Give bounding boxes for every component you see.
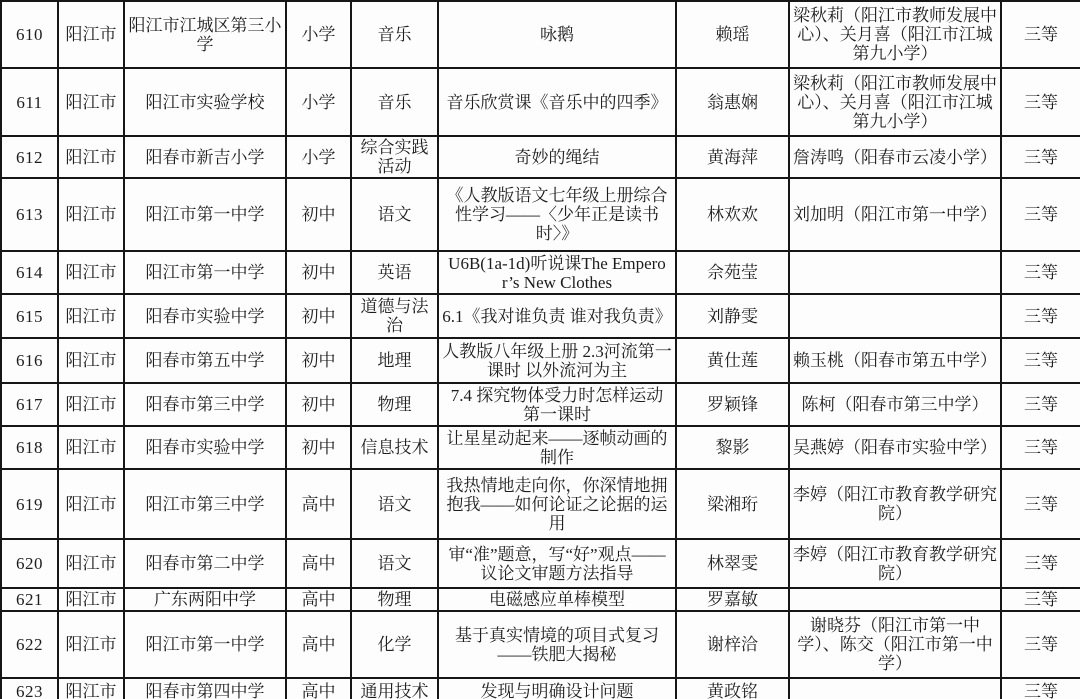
cell-title: 审“准”题意，写“好”观点——议论文审题方法指导	[438, 539, 676, 588]
table-row	[1, 469, 1080, 539]
cell-teacher: 林翠雯	[676, 539, 789, 588]
cell-city: 阳江市	[58, 383, 124, 426]
cell-level: 初中	[286, 294, 351, 338]
cell-subject: 音乐	[351, 68, 438, 136]
cell-city: 阳江市	[58, 611, 124, 678]
cell-no: 614	[1, 251, 58, 294]
table-row	[1, 539, 1080, 588]
cell-city: 阳江市	[58, 68, 124, 136]
cell-school: 阳春市第二中学	[124, 539, 286, 588]
cell-school: 阳春市第三中学	[124, 383, 286, 426]
cell-level: 高中	[286, 611, 351, 678]
cell-city: 阳江市	[58, 678, 124, 699]
cell-level: 小学	[286, 136, 351, 178]
cell-city: 阳江市	[58, 136, 124, 178]
cell-title: 7.4 探究物体受力时怎样运动 第一课时	[438, 383, 676, 426]
cell-teacher: 刘静雯	[676, 294, 789, 338]
table-row	[1, 426, 1080, 469]
cell-mentors	[789, 294, 1001, 338]
cell-award: 三等	[1001, 539, 1080, 588]
cell-title: 《人教版语文七年级上册综合性学习——〈少年正是读书时〉》	[438, 178, 676, 251]
cell-title: 咏鹅	[438, 1, 676, 68]
cell-teacher: 黄海萍	[676, 136, 789, 178]
table-row	[1, 1, 1080, 68]
table-row	[1, 68, 1080, 136]
table-row	[1, 294, 1080, 338]
cell-award: 三等	[1001, 178, 1080, 251]
cell-city: 阳江市	[58, 251, 124, 294]
cell-award: 三等	[1001, 678, 1080, 699]
cell-teacher: 黄仕莲	[676, 338, 789, 383]
cell-mentors: 陈柯（阳春市第三中学）	[789, 383, 1001, 426]
cell-award: 三等	[1001, 136, 1080, 178]
cell-teacher: 黄政铭	[676, 678, 789, 699]
cell-mentors	[789, 588, 1001, 611]
cell-level: 初中	[286, 251, 351, 294]
cell-subject: 英语	[351, 251, 438, 294]
cell-no: 611	[1, 68, 58, 136]
cell-subject: 地理	[351, 338, 438, 383]
cell-school: 阳春市实验中学	[124, 294, 286, 338]
cell-award: 三等	[1001, 338, 1080, 383]
cell-teacher: 梁湘珩	[676, 469, 789, 539]
cell-city: 阳江市	[58, 539, 124, 588]
cell-mentors: 吴燕婷（阳春市实验中学）	[789, 426, 1001, 469]
cell-title: 基于真实情境的项目式复习——铁肥大揭秘	[438, 611, 676, 678]
cell-no: 613	[1, 178, 58, 251]
cell-title: 奇妙的绳结	[438, 136, 676, 178]
cell-award: 三等	[1001, 68, 1080, 136]
cell-teacher: 罗颖锋	[676, 383, 789, 426]
cell-no: 616	[1, 338, 58, 383]
cell-level: 小学	[286, 68, 351, 136]
cell-title: 让星星动起来——逐帧动画的制作	[438, 426, 676, 469]
cell-subject: 道德与法治	[351, 294, 438, 338]
cell-award: 三等	[1001, 611, 1080, 678]
awards-table-body	[1, 1, 1080, 699]
cell-subject: 语文	[351, 178, 438, 251]
cell-subject: 语文	[351, 469, 438, 539]
cell-subject: 物理	[351, 383, 438, 426]
cell-city: 阳江市	[58, 426, 124, 469]
cell-teacher: 黎影	[676, 426, 789, 469]
cell-city: 阳江市	[58, 588, 124, 611]
cell-teacher: 佘苑莹	[676, 251, 789, 294]
cell-school: 阳江市第三中学	[124, 469, 286, 539]
cell-title: 我热情地走向你，你深情地拥抱我——如何论证之论据的运用	[438, 469, 676, 539]
table-row	[1, 588, 1080, 611]
cell-award: 三等	[1001, 469, 1080, 539]
table-row	[1, 136, 1080, 178]
cell-city: 阳江市	[58, 178, 124, 251]
cell-level: 初中	[286, 383, 351, 426]
table-row	[1, 678, 1080, 699]
cell-mentors: 李婷（阳江市教育教学研究院）	[789, 539, 1001, 588]
table-row	[1, 611, 1080, 678]
cell-mentors: 梁秋莉（阳江市教师发展中心）、关月喜（阳江市江城第九小学）	[789, 1, 1001, 68]
table-row	[1, 178, 1080, 251]
cell-level: 高中	[286, 588, 351, 611]
cell-city: 阳江市	[58, 338, 124, 383]
cell-no: 615	[1, 294, 58, 338]
cell-title: 6.1《我对谁负责 谁对我负责》	[438, 294, 676, 338]
cell-subject: 音乐	[351, 1, 438, 68]
cell-subject: 语文	[351, 539, 438, 588]
cell-teacher: 谢梓洽	[676, 611, 789, 678]
cell-school: 阳江市第一中学	[124, 251, 286, 294]
cell-no: 621	[1, 588, 58, 611]
cell-level: 高中	[286, 539, 351, 588]
cell-no: 618	[1, 426, 58, 469]
cell-level: 初中	[286, 178, 351, 251]
cell-school: 阳春市实验中学	[124, 426, 286, 469]
cell-level: 初中	[286, 338, 351, 383]
cell-school: 阳春市新吉小学	[124, 136, 286, 178]
cell-teacher: 罗嘉敏	[676, 588, 789, 611]
cell-subject: 综合实践活动	[351, 136, 438, 178]
cell-subject: 通用技术	[351, 678, 438, 699]
cell-mentors: 刘加明（阳江市第一中学）	[789, 178, 1001, 251]
cell-award: 三等	[1001, 383, 1080, 426]
table-row	[1, 338, 1080, 383]
cell-subject: 物理	[351, 588, 438, 611]
cell-level: 初中	[286, 426, 351, 469]
cell-school: 阳江市江城区第三小学	[124, 1, 286, 68]
cell-level: 小学	[286, 1, 351, 68]
cell-award: 三等	[1001, 426, 1080, 469]
cell-mentors	[789, 251, 1001, 294]
cell-award: 三等	[1001, 1, 1080, 68]
cell-no: 623	[1, 678, 58, 699]
cell-city: 阳江市	[58, 1, 124, 68]
cell-title: 音乐欣赏课《音乐中的四季》	[438, 68, 676, 136]
cell-school: 广东两阳中学	[124, 588, 286, 611]
cell-school: 阳江市第一中学	[124, 611, 286, 678]
cell-award: 三等	[1001, 251, 1080, 294]
cell-teacher: 林欢欢	[676, 178, 789, 251]
cell-level: 高中	[286, 678, 351, 699]
cell-school: 阳江市实验学校	[124, 68, 286, 136]
table-row	[1, 251, 1080, 294]
cell-title: 发现与明确设计问题	[438, 678, 676, 699]
cell-subject: 信息技术	[351, 426, 438, 469]
cell-mentors: 李婷（阳江市教育教学研究院）	[789, 469, 1001, 539]
cell-award: 三等	[1001, 294, 1080, 338]
cell-no: 617	[1, 383, 58, 426]
cell-no: 619	[1, 469, 58, 539]
cell-title: 人教版八年级上册 2.3河流第一课时 以外流河为主	[438, 338, 676, 383]
cell-school: 阳春市第五中学	[124, 338, 286, 383]
cell-no: 622	[1, 611, 58, 678]
cell-level: 高中	[286, 469, 351, 539]
cell-city: 阳江市	[58, 469, 124, 539]
cell-mentors: 詹涛鸣（阳春市云凌小学）	[789, 136, 1001, 178]
cell-school: 阳江市第一中学	[124, 178, 286, 251]
cell-title: U6B(1a-1d)听说课The Emperor’s New Clothes	[438, 251, 676, 294]
cell-teacher: 赖瑶	[676, 1, 789, 68]
cell-mentors: 赖玉桃（阳春市第五中学）	[789, 338, 1001, 383]
cell-subject: 化学	[351, 611, 438, 678]
cell-school: 阳春市第四中学	[124, 678, 286, 699]
table-row	[1, 383, 1080, 426]
cell-no: 612	[1, 136, 58, 178]
cell-teacher: 翁惠娴	[676, 68, 789, 136]
cell-title: 电磁感应单棒模型	[438, 588, 676, 611]
cell-no: 620	[1, 539, 58, 588]
cell-no: 610	[1, 1, 58, 68]
cell-mentors	[789, 678, 1001, 699]
cell-mentors: 谢晓芬（阳江市第一中学）、陈交（阳江市第一中学）	[789, 611, 1001, 678]
cell-city: 阳江市	[58, 294, 124, 338]
cell-award: 三等	[1001, 588, 1080, 611]
cell-mentors: 梁秋莉（阳江市教师发展中心）、关月喜（阳江市江城第九小学）	[789, 68, 1001, 136]
